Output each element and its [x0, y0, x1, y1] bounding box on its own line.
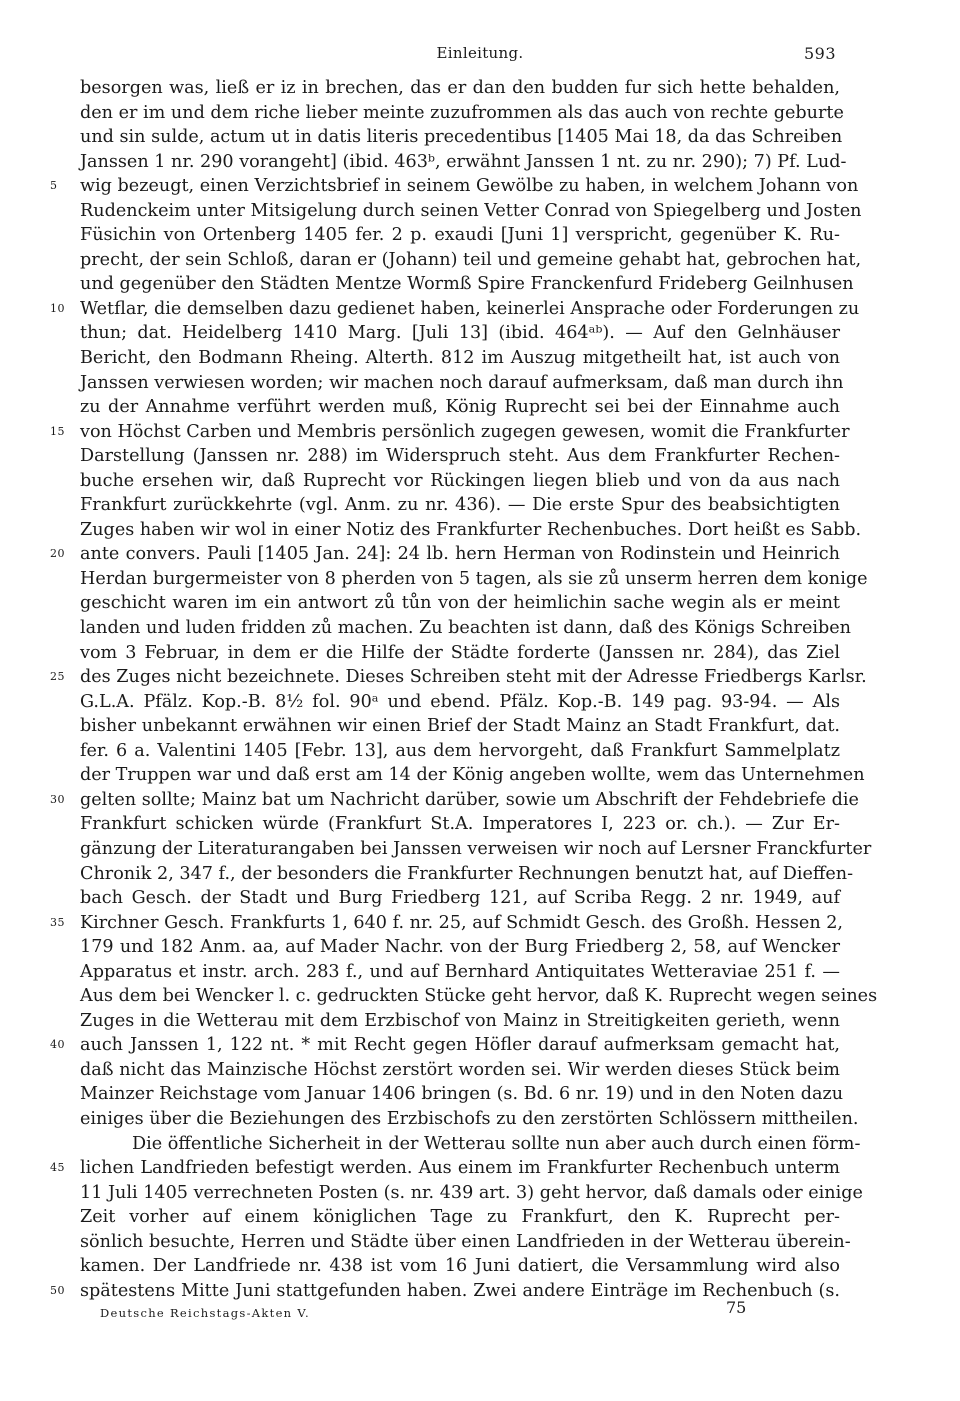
running-head [0, 44, 960, 68]
text-line [80, 641, 840, 666]
line-text: bach Gesch. der Stadt und Burg Friedberg 121, auf Scriba Regg. 2 nr. 1949, auf [80, 888, 840, 909]
text-line [80, 886, 840, 911]
text-line [80, 616, 852, 641]
text-line [80, 739, 840, 764]
text-line [80, 1205, 840, 1230]
signature-mark: 75 [726, 1298, 747, 1317]
line-text: lichen Landfrieden befestigt werden. Aus einem im Frankfurter Rechenbuch unterm [80, 1158, 840, 1179]
line-number: 30 [50, 792, 65, 806]
text-line [50, 788, 859, 813]
line-text: vom 3 Februar, in dem er die Hilfe der Städte forderte (Janssen nr. 284), das Ziel [80, 642, 840, 663]
text-line [80, 935, 840, 960]
page-footer [100, 1298, 760, 1328]
line-text: zu der Annahme verführt werden muß, König Ruprecht sei bei der Einnahme auch [80, 397, 840, 418]
line-text: spätestens Mitte Juni stattgefunden haben. Zwei andere Einträge im Rechenbuch (s. [80, 1280, 840, 1301]
line-text: Aus dem bei Wencker l. c. gedruckten Stücke geht hervor, daß K. Ruprecht wegen seines [80, 986, 878, 1007]
page-number: 593 [803, 44, 836, 63]
text-line [80, 321, 840, 346]
line-number: 15 [50, 424, 65, 438]
line-text: precht, der sein Schloß, daran er (Johann) teil und gemeine gehabt hat, gebrochen hat, [80, 249, 862, 270]
text-line [50, 174, 859, 199]
text-line [80, 837, 872, 862]
line-text: geschicht waren im ein antwort zů tůn von der heimlichin sache wegin als er meint [80, 593, 840, 614]
line-text: auch Janssen 1, 122 nt. * mit Recht gegen Höfler darauf aufmerksam gemacht hat, [80, 1035, 840, 1056]
line-text: daß nicht das Mainzische Höchst zerstört worden sei. Wir werden dieses Stück beim [80, 1059, 840, 1080]
text-line [80, 272, 854, 297]
text-line [50, 1033, 840, 1058]
text-line [80, 76, 840, 101]
line-text: von Höchst Carben und Membris persönlich zugegen gewesen, womit die Frankfurter [80, 421, 850, 442]
text-line [80, 444, 840, 469]
text-line [80, 493, 840, 518]
text-line [80, 469, 840, 494]
line-text: Herdan burgermeister von 8 pherden von 5 tagen, als sie zů unserm herren dem konige [80, 568, 868, 589]
line-text: fer. 6 a. Valentini 1405 [Febr. 13], aus dem hervorgeht, daß Frankfurt Sammelplatz [80, 740, 840, 761]
text-line [80, 346, 840, 371]
text-line [80, 248, 862, 273]
series-title: Deutsche Reichstags-Akten V. [100, 1306, 310, 1320]
text-line [50, 665, 867, 690]
text-line [50, 420, 850, 445]
line-number: 45 [50, 1161, 65, 1175]
text-line [80, 812, 840, 837]
line-number: 25 [50, 670, 65, 684]
line-text: Darstellung (Janssen nr. 288) im Widerspruch steht. Aus dem Frankfurter Rechen- [80, 446, 840, 467]
line-text: kamen. Der Landfriede nr. 438 ist vom 16 Juni datiert, die Versammlung wird also [80, 1256, 840, 1277]
line-text: landen und luden fridden zů machen. Zu beachten ist dann, daß des Königs Schreiben [80, 618, 852, 639]
text-line [80, 1254, 840, 1279]
line-text: Zuges haben wir wol in einer Notiz des Frankfurter Rechenbuches. Dort heißt es Sabb. [80, 519, 862, 540]
line-text: gelten sollte; Mainz bat um Nachricht darüber, sowie um Abschrift der Fehdebriefe die [80, 789, 859, 810]
text-line [80, 1082, 844, 1107]
line-text: thun; dat. Heidelberg 1410 Marg. [Juli 13] (ibid. 464ᵃᵇ). — Auf den Gelnhäuser [80, 323, 840, 344]
text-line [50, 542, 840, 567]
body-text [50, 76, 878, 1303]
running-title: Einleitung. [436, 44, 524, 62]
text-line [80, 960, 840, 985]
text-line [80, 1107, 859, 1132]
line-text: Kirchner Gesch. Frankfurts 1, 640 f. nr. 25, auf Schmidt Gesch. des Großh. Hessen 2, [80, 912, 844, 933]
line-text: wig bezeugt, einen Verzichtsbrief in seinem Gewölbe zu haben, in welchem Johann von [80, 176, 859, 197]
text-line [80, 101, 844, 126]
line-text: ante convers. Pauli [1405 Jan. 24]: 24 lb. hern Herman von Rodinstein und Heinrich [80, 544, 840, 565]
text-line [80, 1132, 861, 1157]
text-line [80, 1230, 851, 1255]
text-line [80, 714, 840, 739]
line-text: Chronik 2, 347 f., der besonders die Frankfurter Rechnungen benutzt hat, auf Dieffen- [80, 863, 854, 884]
line-text: und gegenüber den Städten Mentze Wormß Spire Franckenfurd Frideberg Geilnhusen [80, 274, 854, 295]
text-line [80, 984, 878, 1009]
text-line [80, 371, 844, 396]
line-number: 10 [50, 301, 65, 315]
line-text: Bericht, den Bodmann Rheing. Alterth. 812 im Auszug mitgetheilt hat, ist auch von [80, 348, 840, 369]
line-text: Rudenckeim unter Mitsigelung durch seinen Vetter Conrad von Spiegelberg und Josten [80, 200, 862, 221]
text-line [50, 911, 844, 936]
text-line [80, 125, 843, 150]
text-line [80, 1181, 863, 1206]
text-line [80, 591, 840, 616]
text-line [80, 518, 862, 543]
line-text: Die öffentliche Sicherheit in der Wetterau sollte nun aber auch durch einen förm- [132, 1133, 861, 1154]
line-text: Frankfurt schicken würde (Frankfurt St.A. Imperatores I, 223 or. ch.). — Zur Er- [80, 814, 840, 835]
text-line [80, 199, 862, 224]
line-text: Mainzer Reichstage vom Januar 1406 bringen (s. Bd. 6 nr. 19) und in den Noten dazu [80, 1084, 844, 1105]
line-text: 11 Juli 1405 verrechneten Posten (s. nr. 439 art. 3) geht hervor, daß damals oder einige [80, 1182, 863, 1203]
text-line [50, 1156, 840, 1181]
text-line [80, 1009, 840, 1034]
line-text: Frankfurt zurückkehrte (vgl. Anm. zu nr. 436). — Die erste Spur des beabsichtigten [80, 495, 840, 516]
line-text: sönlich besuchte, Herren und Städte über einen Landfrieden in der Wetterau überein- [80, 1231, 851, 1252]
line-text: Janssen 1 nr. 290 vorangeht] (ibid. 463ᵇ, erwähnt Janssen 1 nt. zu nr. 290); 7) Pf. Lud- [80, 151, 847, 172]
line-text: und sin sulde, actum ut in datis literis precedentibus [1405 Mai 18, da das Schreiben [80, 127, 843, 148]
text-line [80, 1058, 840, 1083]
line-number: 20 [50, 547, 65, 561]
line-text: 179 und 182 Anm. aa, auf Mader Nachr. von der Burg Friedberg 2, 58, auf Wencker [80, 937, 840, 958]
line-text: einiges über die Beziehungen des Erzbischofs zu den zerstörten Schlössern mittheilen. [80, 1108, 859, 1129]
text-line [80, 395, 840, 420]
line-text: des Zuges nicht bezeichnete. Dieses Schreiben steht mit der Adresse Friedbergs Karlsr. [80, 667, 867, 688]
text-line [50, 297, 860, 322]
line-text: Zuges in die Wetterau mit dem Erzbischof von Mainz in Streitigkeiten gerieth, wenn [80, 1010, 840, 1031]
text-line [80, 223, 840, 248]
text-line [80, 150, 847, 175]
line-text: bisher unbekannt erwähnen wir einen Brief der Stadt Mainz an Stadt Frankfurt, dat. [80, 716, 840, 737]
line-text: den er im und dem riche lieber meinte zuzufrommen als das auch von rechte geburte [80, 102, 844, 123]
line-text: gänzung der Literaturangaben bei Janssen verweisen wir noch auf Lersner Franckfurter [80, 838, 872, 859]
text-line [80, 862, 854, 887]
line-number: 50 [50, 1283, 65, 1297]
line-text: der Truppen war und daß erst am 14 der König angeben wollte, wem das Unternehmen [80, 765, 865, 786]
line-number: 40 [50, 1038, 65, 1052]
line-number: 5 [50, 179, 58, 193]
line-text: besorgen was, ließ er iz in brechen, das er dan den budden fur sich hette behalden, [80, 78, 840, 98]
text-line [80, 690, 840, 715]
line-text: Zeit vorher auf einem königlichen Tage zu Frankfurt, den K. Ruprecht per- [80, 1207, 840, 1228]
text-line [80, 763, 865, 788]
line-number: 35 [50, 915, 65, 929]
line-text: Janssen verwiesen worden; wir machen noch darauf aufmerksam, daß man durch ihn [80, 372, 844, 393]
line-text: Apparatus et instr. arch. 283 f., und auf Bernhard Antiquitates Wetteraviae 251 f. — [80, 961, 840, 982]
line-text: G.L.A. Pfälz. Kop.-B. 8½ fol. 90ᵃ und ebend. Pfälz. Kop.-B. 149 pag. 93-94. — Als [80, 691, 840, 712]
line-text: Füsichin von Ortenberg 1405 fer. 2 p. exaudi [Juni 1] verspricht, gegenüber K. Ru- [80, 225, 840, 246]
line-text: buche ersehen wir, daß Ruprecht vor Rückingen liegen blieb und von da aus nach [80, 470, 840, 491]
text-line [80, 567, 868, 592]
line-text: Wetflar, die demselben dazu gedienet haben, keinerlei Ansprache oder Forderungen zu [80, 298, 860, 319]
